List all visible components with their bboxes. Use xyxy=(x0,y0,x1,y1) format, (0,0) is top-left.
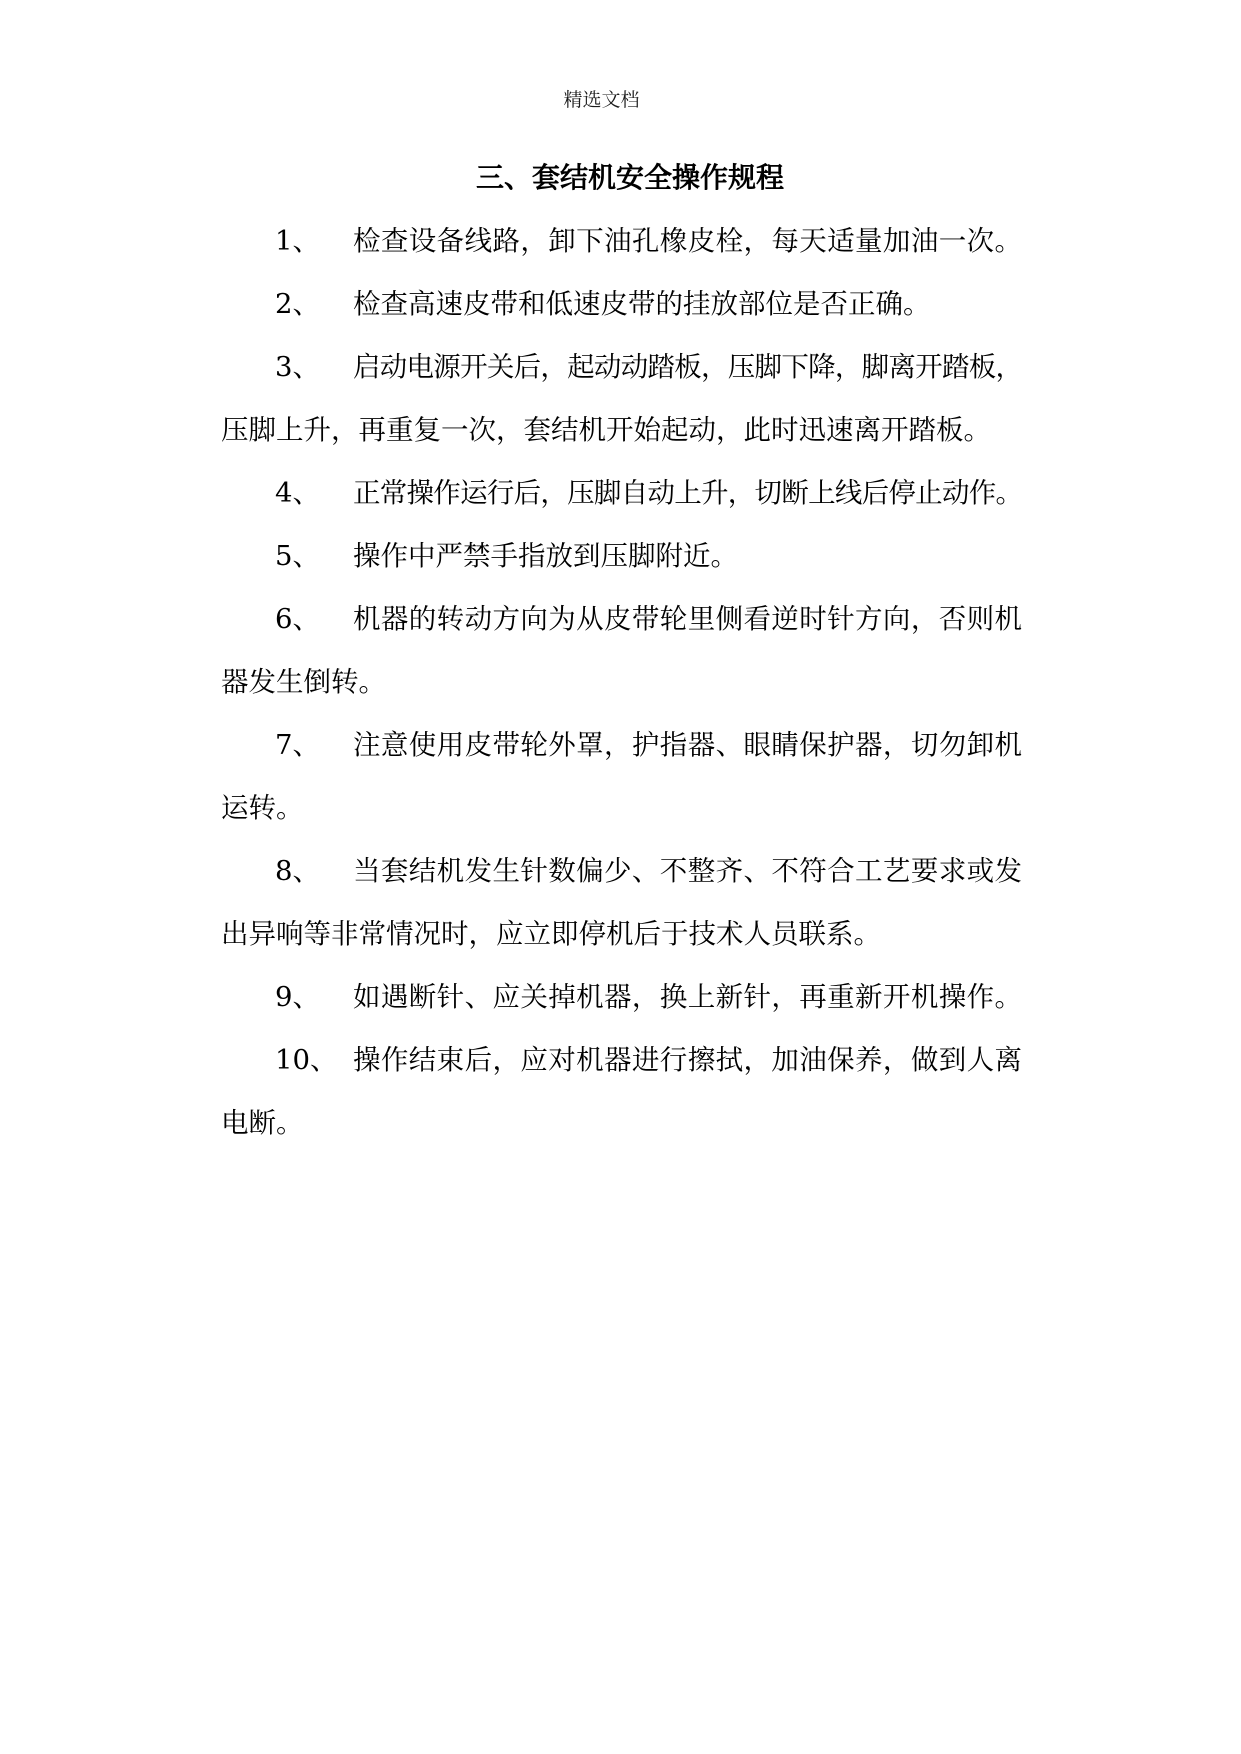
item-number: 1、 xyxy=(275,225,320,257)
item-number: 2、 xyxy=(275,288,320,320)
item-number: 10、 xyxy=(275,1044,338,1076)
rule-item-2 xyxy=(221,273,1022,336)
rule-item-9 xyxy=(221,966,1022,1029)
rule-item-1 xyxy=(221,210,1022,273)
page-header-text: 精选文档 xyxy=(563,89,640,111)
rule-item-8 xyxy=(221,840,1022,903)
rule-item-10-continuation xyxy=(221,1092,1022,1155)
rule-item-10 xyxy=(221,1029,1022,1092)
item-number: 7、 xyxy=(275,729,320,761)
document-body xyxy=(221,210,1022,1155)
item-text-line: 检查设备线路，卸下油孔橡皮栓，每天适量加油一次。 xyxy=(353,225,1022,257)
item-text-line: 操作中严禁手指放到压脚附近。 xyxy=(353,540,738,572)
item-text-line: 如遇断针、应关掉机器，换上新针，再重新开机操作。 xyxy=(353,981,1022,1013)
item-text-line: 电断。 xyxy=(221,1107,304,1139)
rule-item-4 xyxy=(221,462,1022,525)
item-text-line: 当套结机发生针数偏少、不整齐、不符合工艺要求或发 xyxy=(353,855,1022,887)
rule-item-7 xyxy=(221,714,1022,777)
item-number: 3、 xyxy=(275,351,320,383)
item-text-line: 启动电源开关后，起动动踏板，压脚下降，脚离开踏板， xyxy=(353,351,1022,383)
page-header xyxy=(0,86,1241,114)
item-text-line: 出异响等非常情况时，应立即停机后于技术人员联系。 xyxy=(221,918,881,950)
item-text-line: 机器的转动方向为从皮带轮里侧看逆时针方向，否则机 xyxy=(353,603,1022,635)
item-text-line: 运转。 xyxy=(221,792,304,824)
rule-item-8-continuation xyxy=(221,903,1022,966)
item-number: 4、 xyxy=(275,477,320,509)
item-number: 9、 xyxy=(275,981,320,1013)
rule-item-6 xyxy=(221,588,1022,651)
item-number: 6、 xyxy=(275,603,320,635)
item-text-line: 检查高速皮带和低速皮带的挂放部位是否正确。 xyxy=(353,288,931,320)
item-text-line: 压脚上升，再重复一次，套结机开始起动，此时迅速离开踏板。 xyxy=(221,414,991,446)
item-number: 5、 xyxy=(275,540,320,572)
item-text-line: 正常操作运行后，压脚自动上升，切断上线后停止动作。 xyxy=(353,477,1022,509)
item-text-line: 注意使用皮带轮外罩，护指器、眼睛保护器，切勿卸机 xyxy=(353,729,1022,761)
rule-item-3-continuation xyxy=(221,399,1022,462)
rule-item-6-continuation xyxy=(221,651,1022,714)
document-title: 三、套结机安全操作规程 xyxy=(475,161,784,194)
rule-item-7-continuation xyxy=(221,777,1022,840)
rule-item-5 xyxy=(221,525,1022,588)
rule-item-3 xyxy=(221,336,1022,399)
item-text-line: 操作结束后，应对机器进行擦拭，加油保养，做到人离 xyxy=(353,1044,1022,1076)
item-number: 8、 xyxy=(275,855,320,887)
item-text-line: 器发生倒转。 xyxy=(221,666,386,698)
